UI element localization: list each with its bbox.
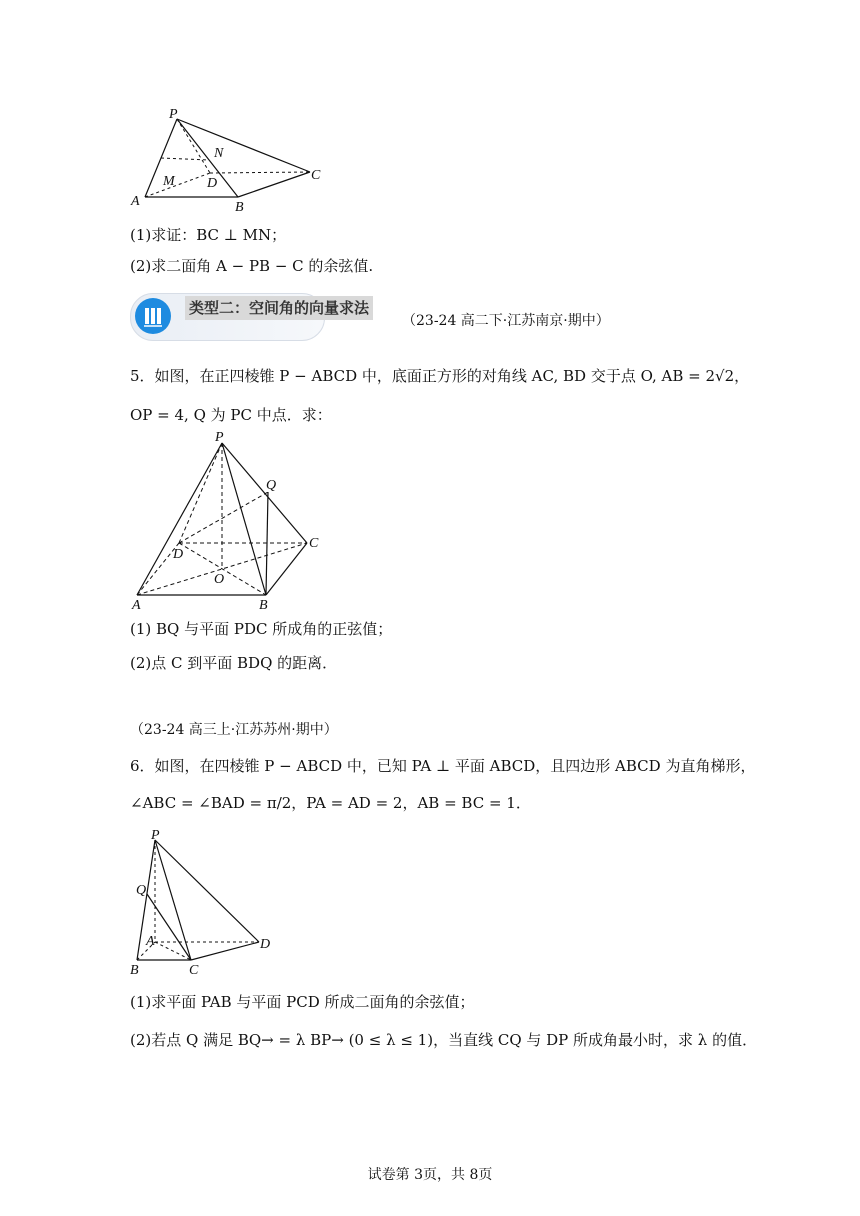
q5-pyramid-figure [125,425,335,615]
q6-part1: (1)求平面 PAB 与平面 PCD 所成二面角的余弦值； [130,993,475,1011]
q6-label-D: D [260,937,271,952]
q5-line2: OP = 4, Q 为 PC 中点．求： [130,406,332,424]
q6-label-B: B [130,963,139,978]
page-footer: 试卷第 3页，共 8页 [367,1167,493,1183]
q4-label-N: N [214,146,224,161]
section-banner [130,293,400,341]
q5-part2: (2)点 C 到平面 BDQ 的距离． [130,654,338,672]
q6-part2: (2)若点 Q 满足 BQ→ = λ BP→ (0 ≤ λ ≤ 1)，当直线 CQ 与 DP 所成角最小时，求 λ 的值． [130,1031,758,1049]
section-title: 类型二：空间角的向量求法 [185,296,373,320]
q6-label-Q: Q [136,883,147,898]
q6-line2: ∠ABC = ∠BAD = π/2，PA = AD = 2，AB = BC = 1． [130,794,531,812]
q4-part1: (1)求证：BC ⊥ MN； [130,226,287,244]
q5-label-A: A [132,598,141,613]
books-icon [135,298,171,334]
q5-line1: 5．如图，在正四棱锥 P − ABCD 中，底面正方形的对角线 AC, BD 交于点 O, AB = 2√2， [130,367,750,385]
q5-label-O: O [214,572,225,587]
q4-label-D: D [207,176,218,191]
q4-pyramid-figure [125,105,335,215]
q4-label-B: B [235,200,244,215]
q5-label-Q: Q [266,478,277,493]
q6-label-P: P [151,828,160,843]
q4-label-M: M [163,174,175,189]
q5-label-P: P [215,430,224,445]
q5-label-B: B [259,598,268,613]
q4-label-A: A [131,194,140,209]
q6-source: （23-24 高三上·江苏苏州·期中） [130,722,338,738]
q6-label-C: C [189,963,199,978]
q5-label-C: C [309,536,319,551]
q5-part1: (1) BQ 与平面 PDC 所成角的正弦值； [130,620,393,638]
section-source: （23-24 高二下·江苏南京·期中） [402,313,610,329]
q4-part2: (2)求二面角 A − PB − C 的余弦值. [130,257,374,275]
q5-label-D: D [173,547,184,562]
q4-label-C: C [311,168,321,183]
q6-line1: 6．如图，在四棱锥 P − ABCD 中，已知 PA ⊥ 平面 ABCD，且四边形 ABCD 为直角梯形， [130,757,756,775]
q6-label-A: A [146,934,155,949]
q4-label-P: P [169,107,178,122]
q6-pyramid-figure [125,828,285,980]
